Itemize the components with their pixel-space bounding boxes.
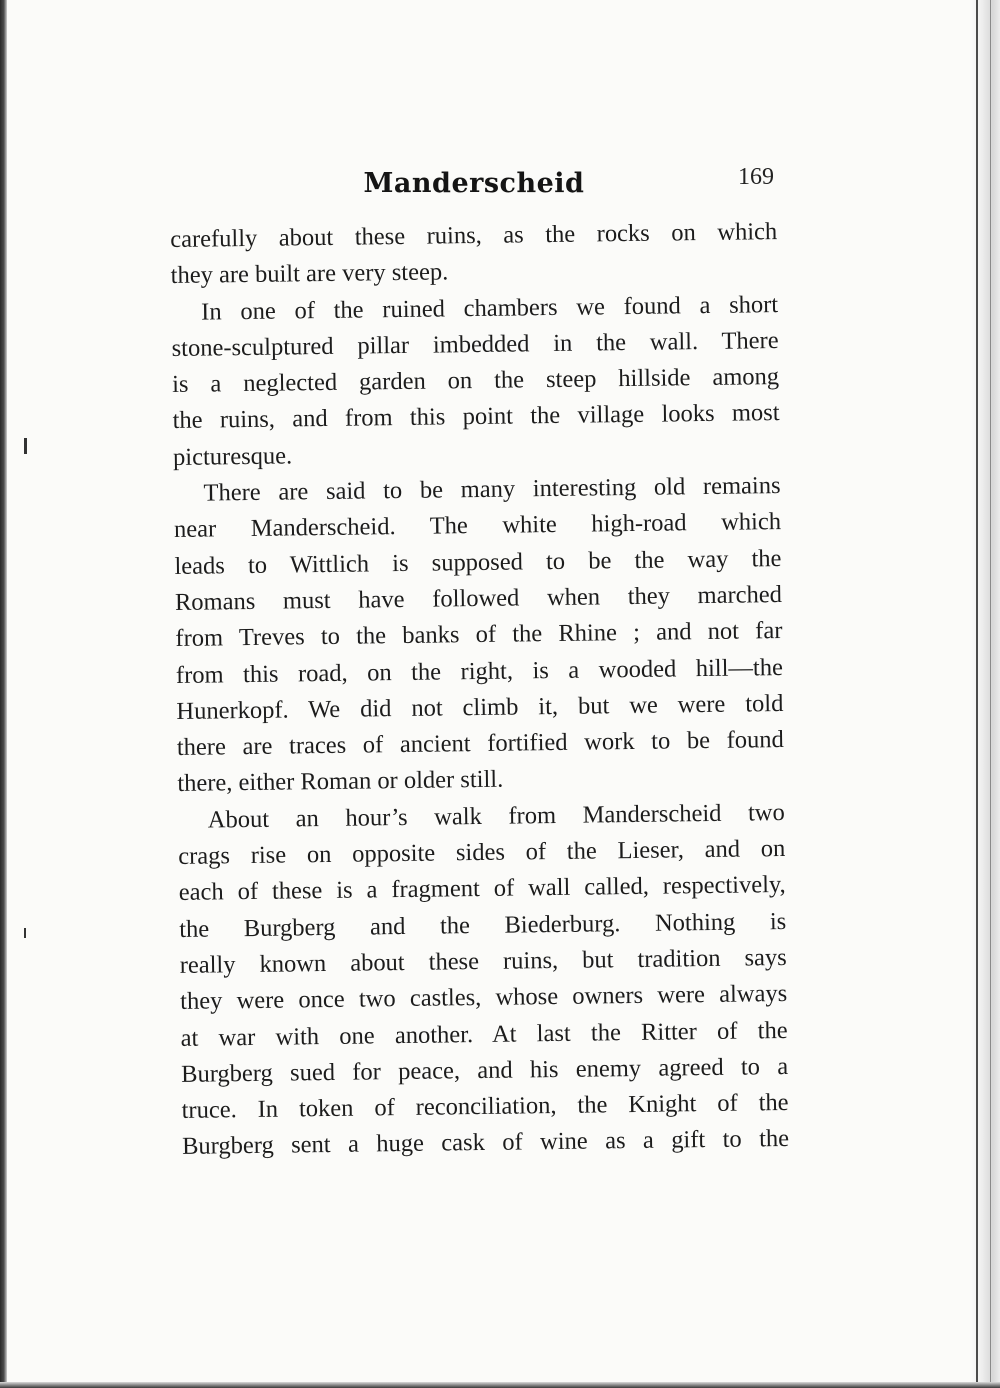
body-text xyxy=(170,214,789,1166)
text-line: from Treves to the banks of the Rhine ; and not far xyxy=(175,617,783,653)
text-line: from this road, on the right, is a wooded hill—the xyxy=(175,653,784,689)
text-line: there are traces of ancient fortified work to be found xyxy=(176,726,785,762)
running-title: Manderscheid xyxy=(363,168,585,199)
text-line: they were once two castles, whose owners were always xyxy=(180,980,788,1016)
text-line: picturesque. xyxy=(172,442,293,471)
text-line: There are said to be many interesting old remains xyxy=(203,472,781,507)
text-line: the ruins, and from this point the village looks most xyxy=(172,399,780,435)
text-line: they are built are very steep. xyxy=(170,258,449,290)
text-line: carefully about these ruins, as the rocks on which xyxy=(170,218,778,253)
text-line: stone-sculptured pillar imbedded in the wall. There xyxy=(171,326,779,362)
text-line: truce. In token of reconciliation, the Knight of the xyxy=(181,1089,789,1125)
text-line: Romans must have followed when they marched xyxy=(174,580,783,616)
binding-mark xyxy=(24,928,26,938)
scan-right-edge-line xyxy=(990,0,991,1388)
text-line: really known about these ruins, but tradition says xyxy=(179,943,787,979)
scan-left-edge xyxy=(0,0,7,1388)
text-line: About an hour’s walk from Manderscheid two xyxy=(207,798,785,834)
page-number: 169 xyxy=(738,164,774,190)
text-line: leads to Wittlich is supposed to be the way the xyxy=(174,544,782,580)
text-line: Burgberg sent a huge cask of wine as a gift to the xyxy=(181,1125,790,1161)
text-line: Burgberg sued for peace, and his enemy agreed to a xyxy=(180,1052,789,1088)
text-line: there, either Roman or older still. xyxy=(177,766,504,798)
scan-bottom-edge xyxy=(0,1382,1000,1388)
scan-right-edge xyxy=(970,0,1000,1388)
text-line: near Manderscheid. The white high-road which xyxy=(173,508,782,544)
text-line: Hunerkopf. We did not climb it, but we were told xyxy=(176,689,784,725)
binding-mark xyxy=(24,438,27,454)
text-line: crags rise on opposite sides of the Lieser, and on xyxy=(178,835,786,870)
text-line: each of these is a fragment of wall called, respectively, xyxy=(178,871,786,907)
running-head xyxy=(170,166,778,206)
text-line: is a neglected garden on the steep hillside among xyxy=(171,363,780,399)
text-line: In one of the ruined chambers we found a short xyxy=(201,290,779,326)
scan-right-edge-line xyxy=(976,0,978,1388)
text-line: the Burgberg and the Biederburg. Nothing is xyxy=(179,907,787,943)
text-line: at war with one another. At last the Ritter of the xyxy=(180,1016,788,1052)
